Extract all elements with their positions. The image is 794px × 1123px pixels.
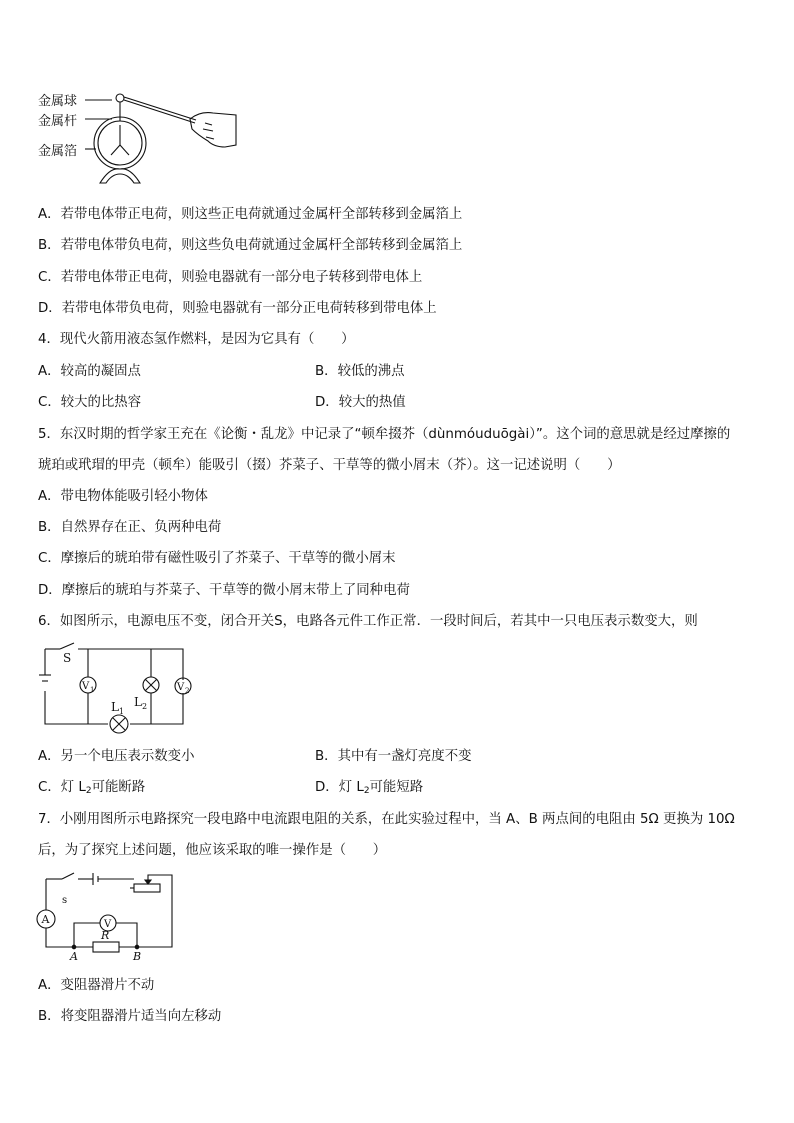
q7-point-b-label: B [133,950,142,963]
q4-option-c: C．较大的比热容 [38,395,142,410]
q4-option-b: B．较低的沸点 [315,364,405,379]
q7-point-a-label: A [70,950,78,963]
label-metal-rod: 金属杆 [38,114,78,129]
q6-l2-label: L [134,695,142,709]
q4-option-a: A．较高的凝固点 [38,364,141,379]
q6-v2-sub: 2 [185,687,190,695]
label-metal-foil: 金属箔 [38,144,78,159]
q3-option-a: A．若带电体带正电荷，则这些正电荷就通过金属杆全部转移到金属箔上 [38,207,463,222]
q5-option-b: B．自然界存在正、负两种电荷 [38,520,222,535]
q7-resistor-label: R [101,929,110,942]
q7-circuit-diagram [38,873,183,961]
q6-l2-sub: 2 [142,702,148,711]
electroscope-drawing [0,85,240,195]
q6-l1-label: L [111,700,119,714]
q6-v1-sub: 1 [90,686,95,694]
q6-option-d: D．灯 $L_2$可能短路 [315,780,424,796]
q3-option-c: C．若带电体带正电荷，则验电器就有一部分电子转移到带电体上 [38,270,423,285]
q5-option-c: C．摩擦后的琥珀带有磁性吸引了芥菜子、干草等的微小屑末 [38,551,396,566]
q6-v1-label: V [82,681,90,692]
q5-stem-line1: 5．东汉时期的哲学家王充在《论衡・乱龙》中记录了“顿牟掇芥（dùnmóuduōgài）”。这个词的意思就是经过摩擦的 [38,427,731,442]
q7-option-b: B．将变阻器滑片适当向左移动 [38,1009,222,1024]
label-metal-ball: 金属球 [38,94,78,109]
q7-voltmeter-label: V [104,919,112,930]
q3-option-b: B．若带电体带负电荷，则这些负电荷就通过金属杆全部转移到金属箔上 [38,238,463,253]
q6-switch-label: S [63,651,72,665]
q5-option-a: A．带电物体能吸引轻小物体 [38,489,208,504]
q5-option-d: D．摩擦后的琥珀与芥菜子、干草等的微小屑末带上了同种电荷 [38,583,410,598]
q6-option-c: C．灯 $L_2$可能断路 [38,780,146,796]
q6-v2-label: V [177,682,185,693]
q6-circuit-diagram [38,645,198,740]
q7-option-a: A．变阻器滑片不动 [38,978,155,993]
q7-stem-line2: 后，为了探究上述问题，他应该采取的唯一操作是（ ） [38,843,387,858]
q6-option-a: A．另一个电压表示数变小 [38,749,195,764]
q5-stem-line2: 琥珀或玳瑁的甲壳（顿牟）能吸引（掇）芥菜子、干草等的微小屑末（芥）。这一记述说明（ ） [38,458,621,473]
q3-option-d: D．若带电体带负电荷，则验电器就有一部分正电荷转移到带电体上 [38,301,437,316]
q6-l1-sub: 1 [119,707,125,716]
q7-ammeter-label: A [41,913,50,926]
q6-option-b: B．其中有一盏灯亮度不变 [315,749,472,764]
q7-stem-line1: 7．小刚用图所示电路探究一段电路中电流跟电阻的关系，在此实验过程中，当 A、B 两点间的电阻由 5Ω 更换为 10Ω [38,812,735,827]
q7-switch-label: s [62,895,68,906]
q4-option-d: D．较大的热值 [315,395,406,410]
q4-stem: 4．现代火箭用液态氢作燃料，是因为它具有（ ） [38,332,355,347]
q6-stem: 6．如图所示，电源电压不变，闭合开关S，电路各元件工作正常．一段时间后，若其中一只电压表示数变大，则 [38,614,698,629]
